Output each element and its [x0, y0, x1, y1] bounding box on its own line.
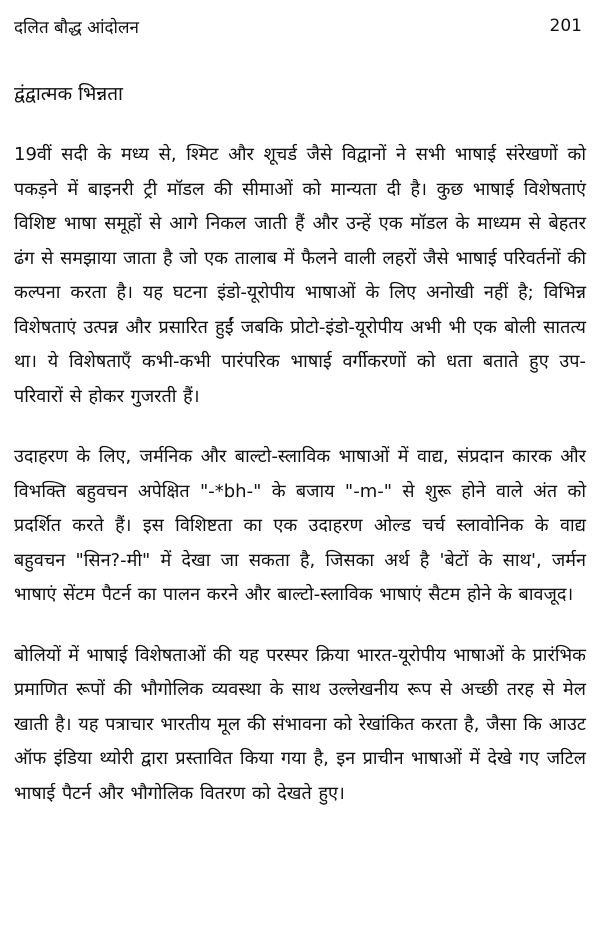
paragraph-2: उदाहरण के लिए, जर्मनिक और बाल्टो-स्लाविक भाषाओं में वाद्य, संप्रदान कारक और विभक्ति बहुवचन अपेक्षित "-*bh-" के बजाय "-m-" से शुरू होने वाले अंत को प्रदर्शित करते हैं। इस विशिष्टता का एक उदाहरण ओल्ड चर्च स्लावोनिक के वाद्य बहुवचन "सिन?-मी" में देखा जा सकता है, जिसका अर्थ है 'बेटों के साथ', जर्मन भाषाएं सेंटम पैटर्न का पालन करने और बाल्टो-स्लाविक भाषाएं सैटम होने के बावजूद। [14, 446, 586, 605]
paragraph-1: 19वीं सदी के मध्य से, श्मिट और शूचर्ड जैसे विद्वानों ने सभी भाषाई संरेखणों को पकड़ने में बाइनरी ट्री मॉडल की सीमाओं को मान्यता दी है। कुछ भाषाई विशेषताएं विशिष्ट भाषा समूहों से आगे निकल जाती हैं और उन्हें एक मॉडल के माध्यम से बेहतर ढंग से समझाया जाता है जो एक तालाब में फैलने वाली लहरों जैसे भाषाई परिवर्तनों की कल्पना करता है। यह घटना इंडो-यूरोपीय भाषाओं के लिए अनोखी नहीं है; विभिन्न विशेषताएं उत्पन्न और प्रसारित हुईं जबकि प्रोटो-इंडो-यूरोपीय अभी भी एक बोली सातत्य था। ये विशेषताएँ कभी-कभी पारंपरिक भाषाई वर्गीकरणों को धता बताते हुए उप-परिवारों से होकर गुजरती हैं। [14, 144, 586, 407]
page-number: 201 [549, 16, 582, 36]
paragraph-3: बोलियों में भाषाई विशेषताओं की यह परस्पर क्रिया भारत-यूरोपीय भाषाओं के प्रारंभिक प्रमाणित रूपों की भौगोलिक व्यवस्था के साथ उल्लेखनीय रूप से अच्छी तरह से मेल खाती है। यह पत्राचार भारतीय मूल की संभावना को रेखांकित करता है, जैसा कि आउट ऑफ इंडिया थ्योरी द्वारा प्रस्तावित किया गया है, इन प्राचीन भाषाओं में देखे गए जटिल भाषाई पैटर्न और भौगोलिक वितरण को देखते हुए। [14, 644, 586, 804]
section-heading: द्वंद्वात्मक भिन्नता [14, 83, 123, 105]
body-text [14, 138, 586, 837]
page-header [14, 12, 582, 40]
running-title: दलित बौद्ध आंदोलन [14, 17, 139, 38]
